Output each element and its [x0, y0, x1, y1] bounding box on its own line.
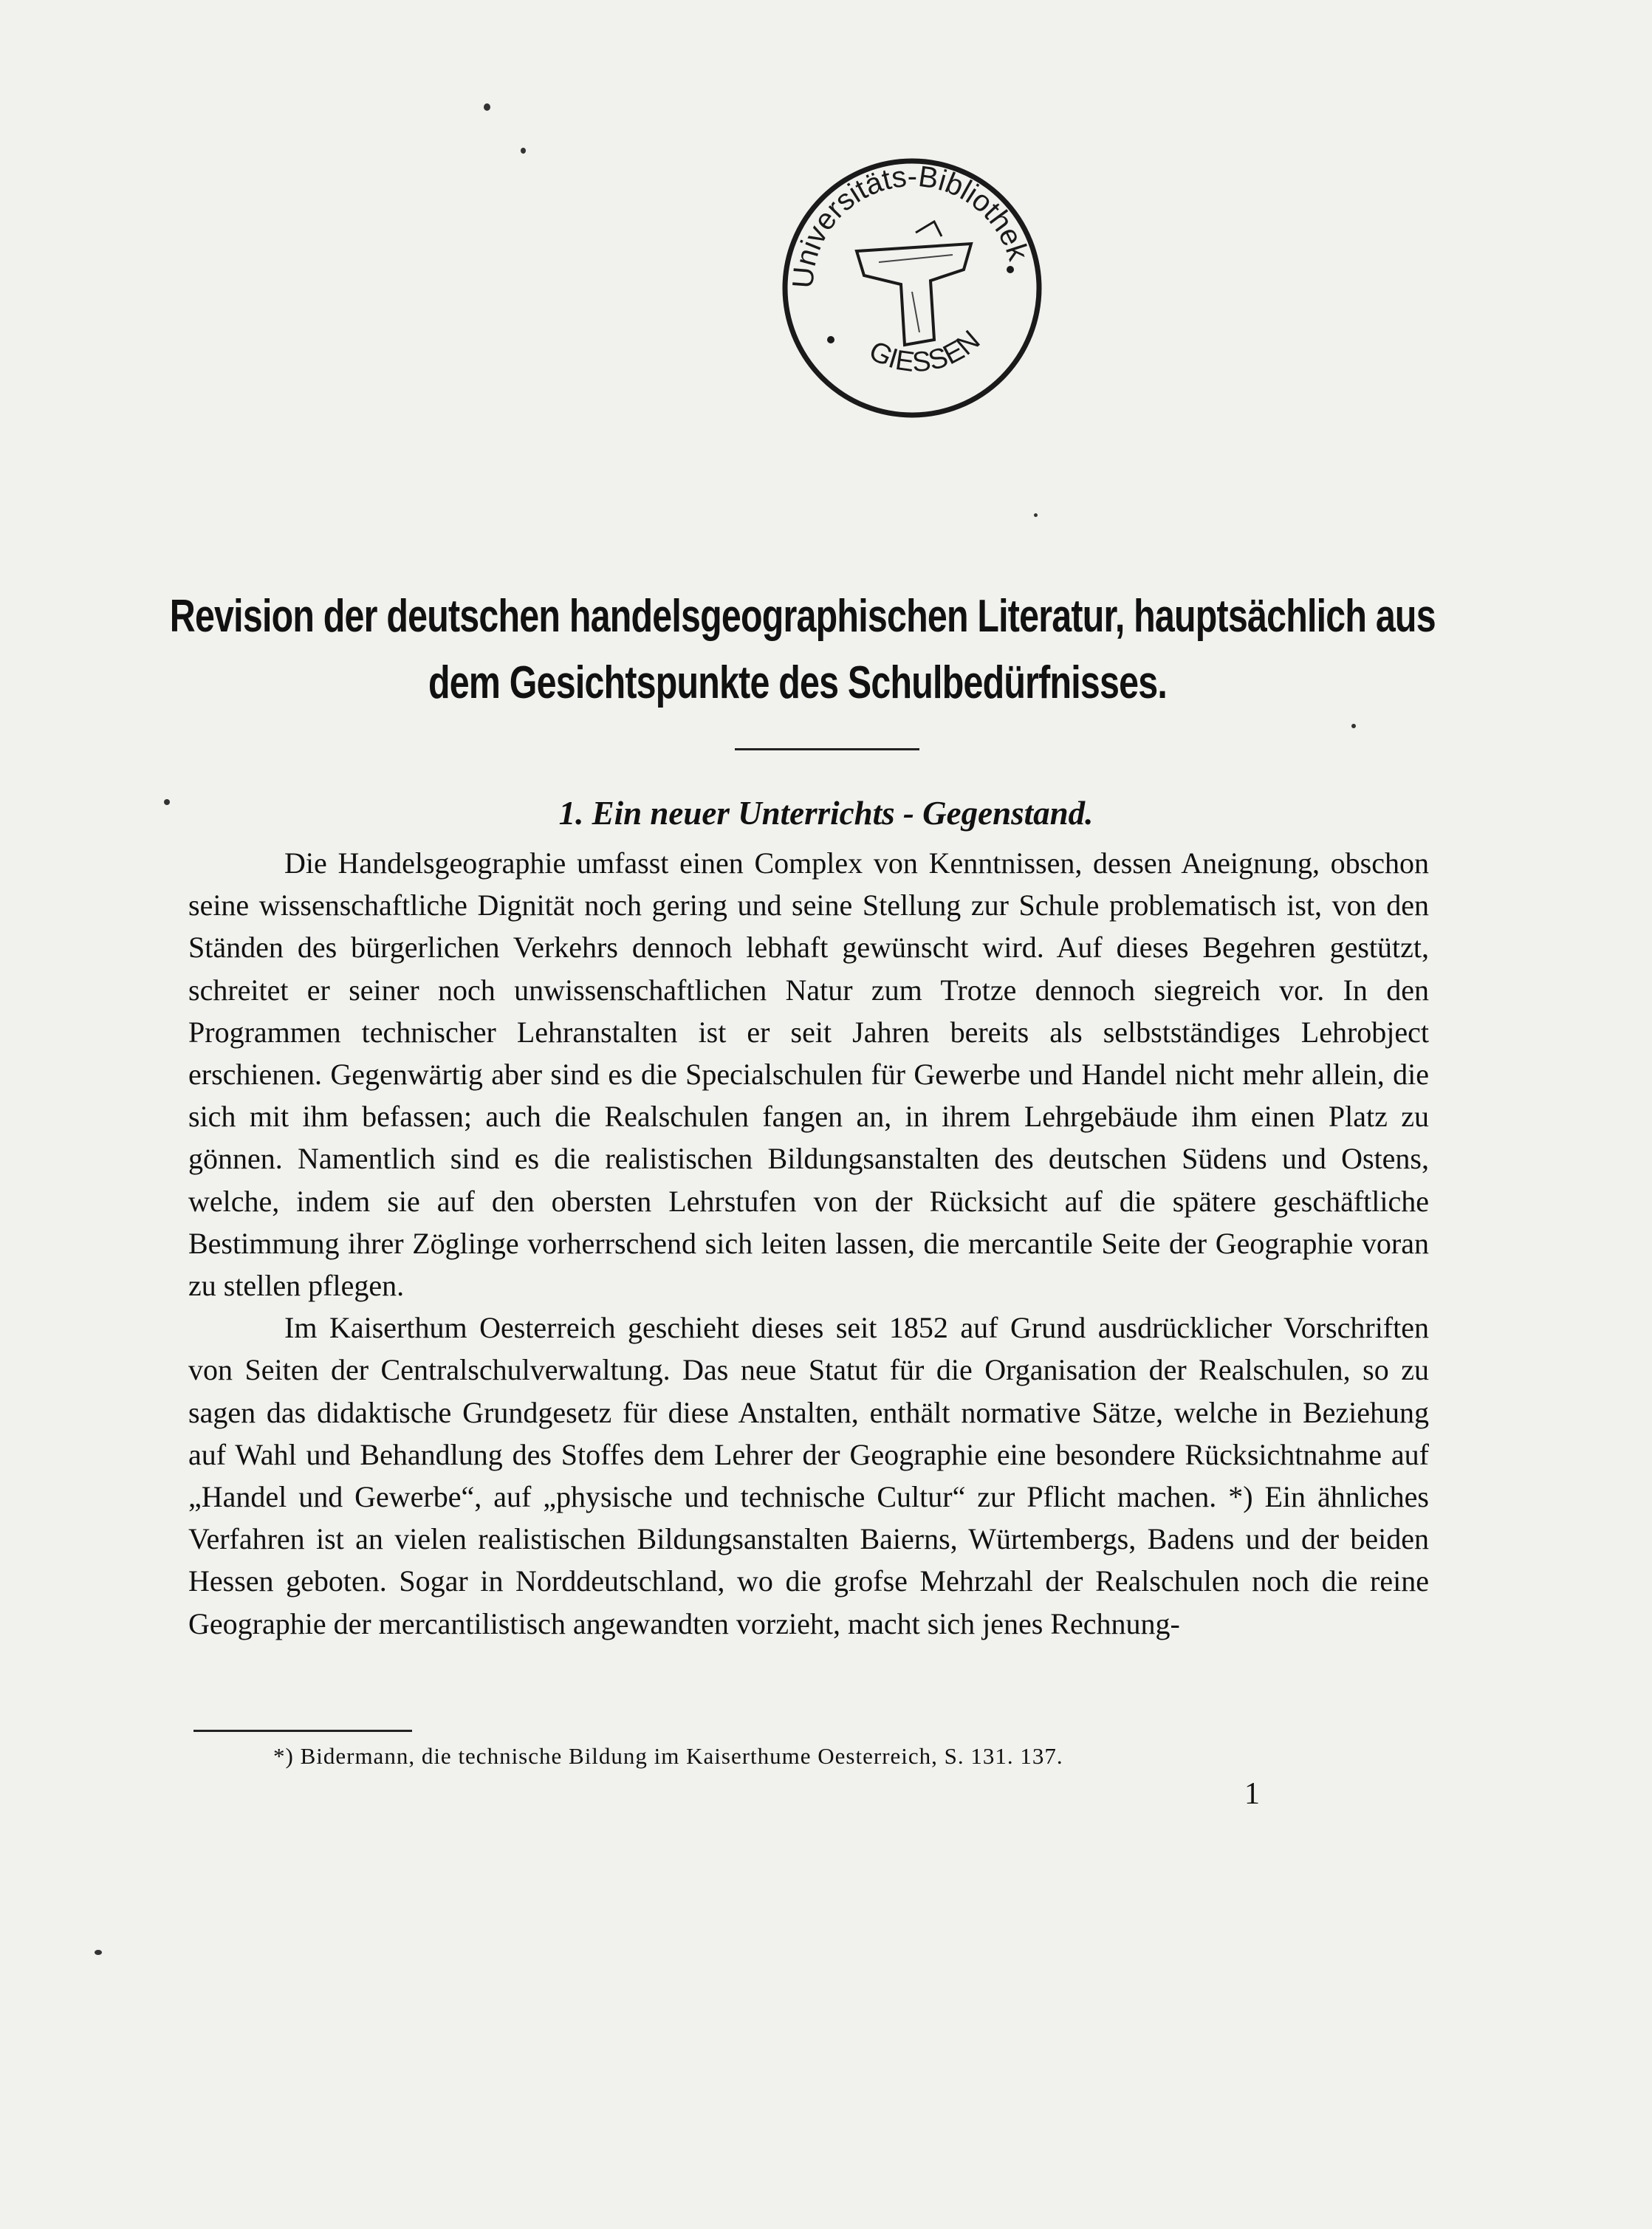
svg-text:Universitäts-Bibliothek: Universitäts-Bibliothek	[786, 160, 1035, 290]
footnote: *) Bidermann, die technische Bildung im Kaiserthume Oesterreich, S. 131. 137.	[273, 1743, 1063, 1769]
body-text	[188, 842, 1429, 1645]
page-number: 1	[1244, 1777, 1260, 1811]
title-line-2: dem Gesichtspunkte des Schulbedürfnisses.	[428, 657, 1167, 708]
page-title	[169, 583, 1436, 716]
section-heading: 1. Ein neuer Unterrichts - Gegenstand.	[558, 795, 1094, 832]
title-line-1: Revision der deutschen handelsgeographischen Literatur, hauptsächlich aus	[169, 591, 1436, 642]
paragraph-2: Im Kaiserthum Oesterreich geschieht dieses seit 1852 auf Grund ausdrücklicher Vorschriften von Seiten der Centralschulverwaltung. Das neue Statut für die Organisation der Realschulen, so zu sagen das didaktische Grundgesetz für diese Anstalten, enthält normative Sätze, welche in Beziehung auf Wahl und Behandlung des Stoffes dem Lehrer der Geographie eine besondere Rücksichtnahme auf „Handel und Gewerbe“, auf „physische und technische Cultur“ zur Pflicht machen. *) Ein ähnliches Verfahren ist an vielen realistischen Bildungsanstalten Baierns, Würtembergs, Badens und der beiden Hessen geboten. Sogar in Norddeutschland, wo die grofse Mehrzahl der Realschulen noch die reine Geographie der mercantilistisch angewandten vorzieht, macht sich jenes Rechnung-	[188, 1311, 1429, 1640]
paragraph-1: Die Handelsgeographie umfasst einen Complex von Kenntnissen, dessen Aneignung, obschon seine wissenschaftliche Dignität noch gering und seine Stellung zur Schule problematisch ist, von den Ständen des bürgerlichen Verkehrs dennoch lebhaft gewünscht wird. Auf dieses Begehren gestützt, schreitet er seiner noch unwissenschaftlichen Natur zum Trotze dennoch siegreich vor. In den Programmen technischer Lehranstalten ist er seit Jahren bereits als selbstständiges Lehrobject erschienen. Gegenwärtig aber sind es die Specialschulen für Gewerbe und Handel nicht mehr allein, die sich mit ihm befassen; auch die Realschulen fangen an, in ihrem Lehrgebäude ihm einen Platz zu gönnen. Namentlich sind es die realistischen Bildungsanstalten des deutschen Südens und Ostens, welche, indem sie auf den obersten Lehrstufen von der Rücksicht auf die spätere geschäftliche Bestimmung ihrer Zöglinge vorherrschend sich leiten lassen, die mercantile Seite der Geographie voran zu stellen pflegen.	[188, 846, 1429, 1303]
footnote-divider	[193, 1730, 412, 1732]
title-divider	[735, 748, 919, 750]
svg-text:GIESSEN: GIESSEN	[864, 324, 987, 379]
library-stamp	[775, 151, 1049, 425]
